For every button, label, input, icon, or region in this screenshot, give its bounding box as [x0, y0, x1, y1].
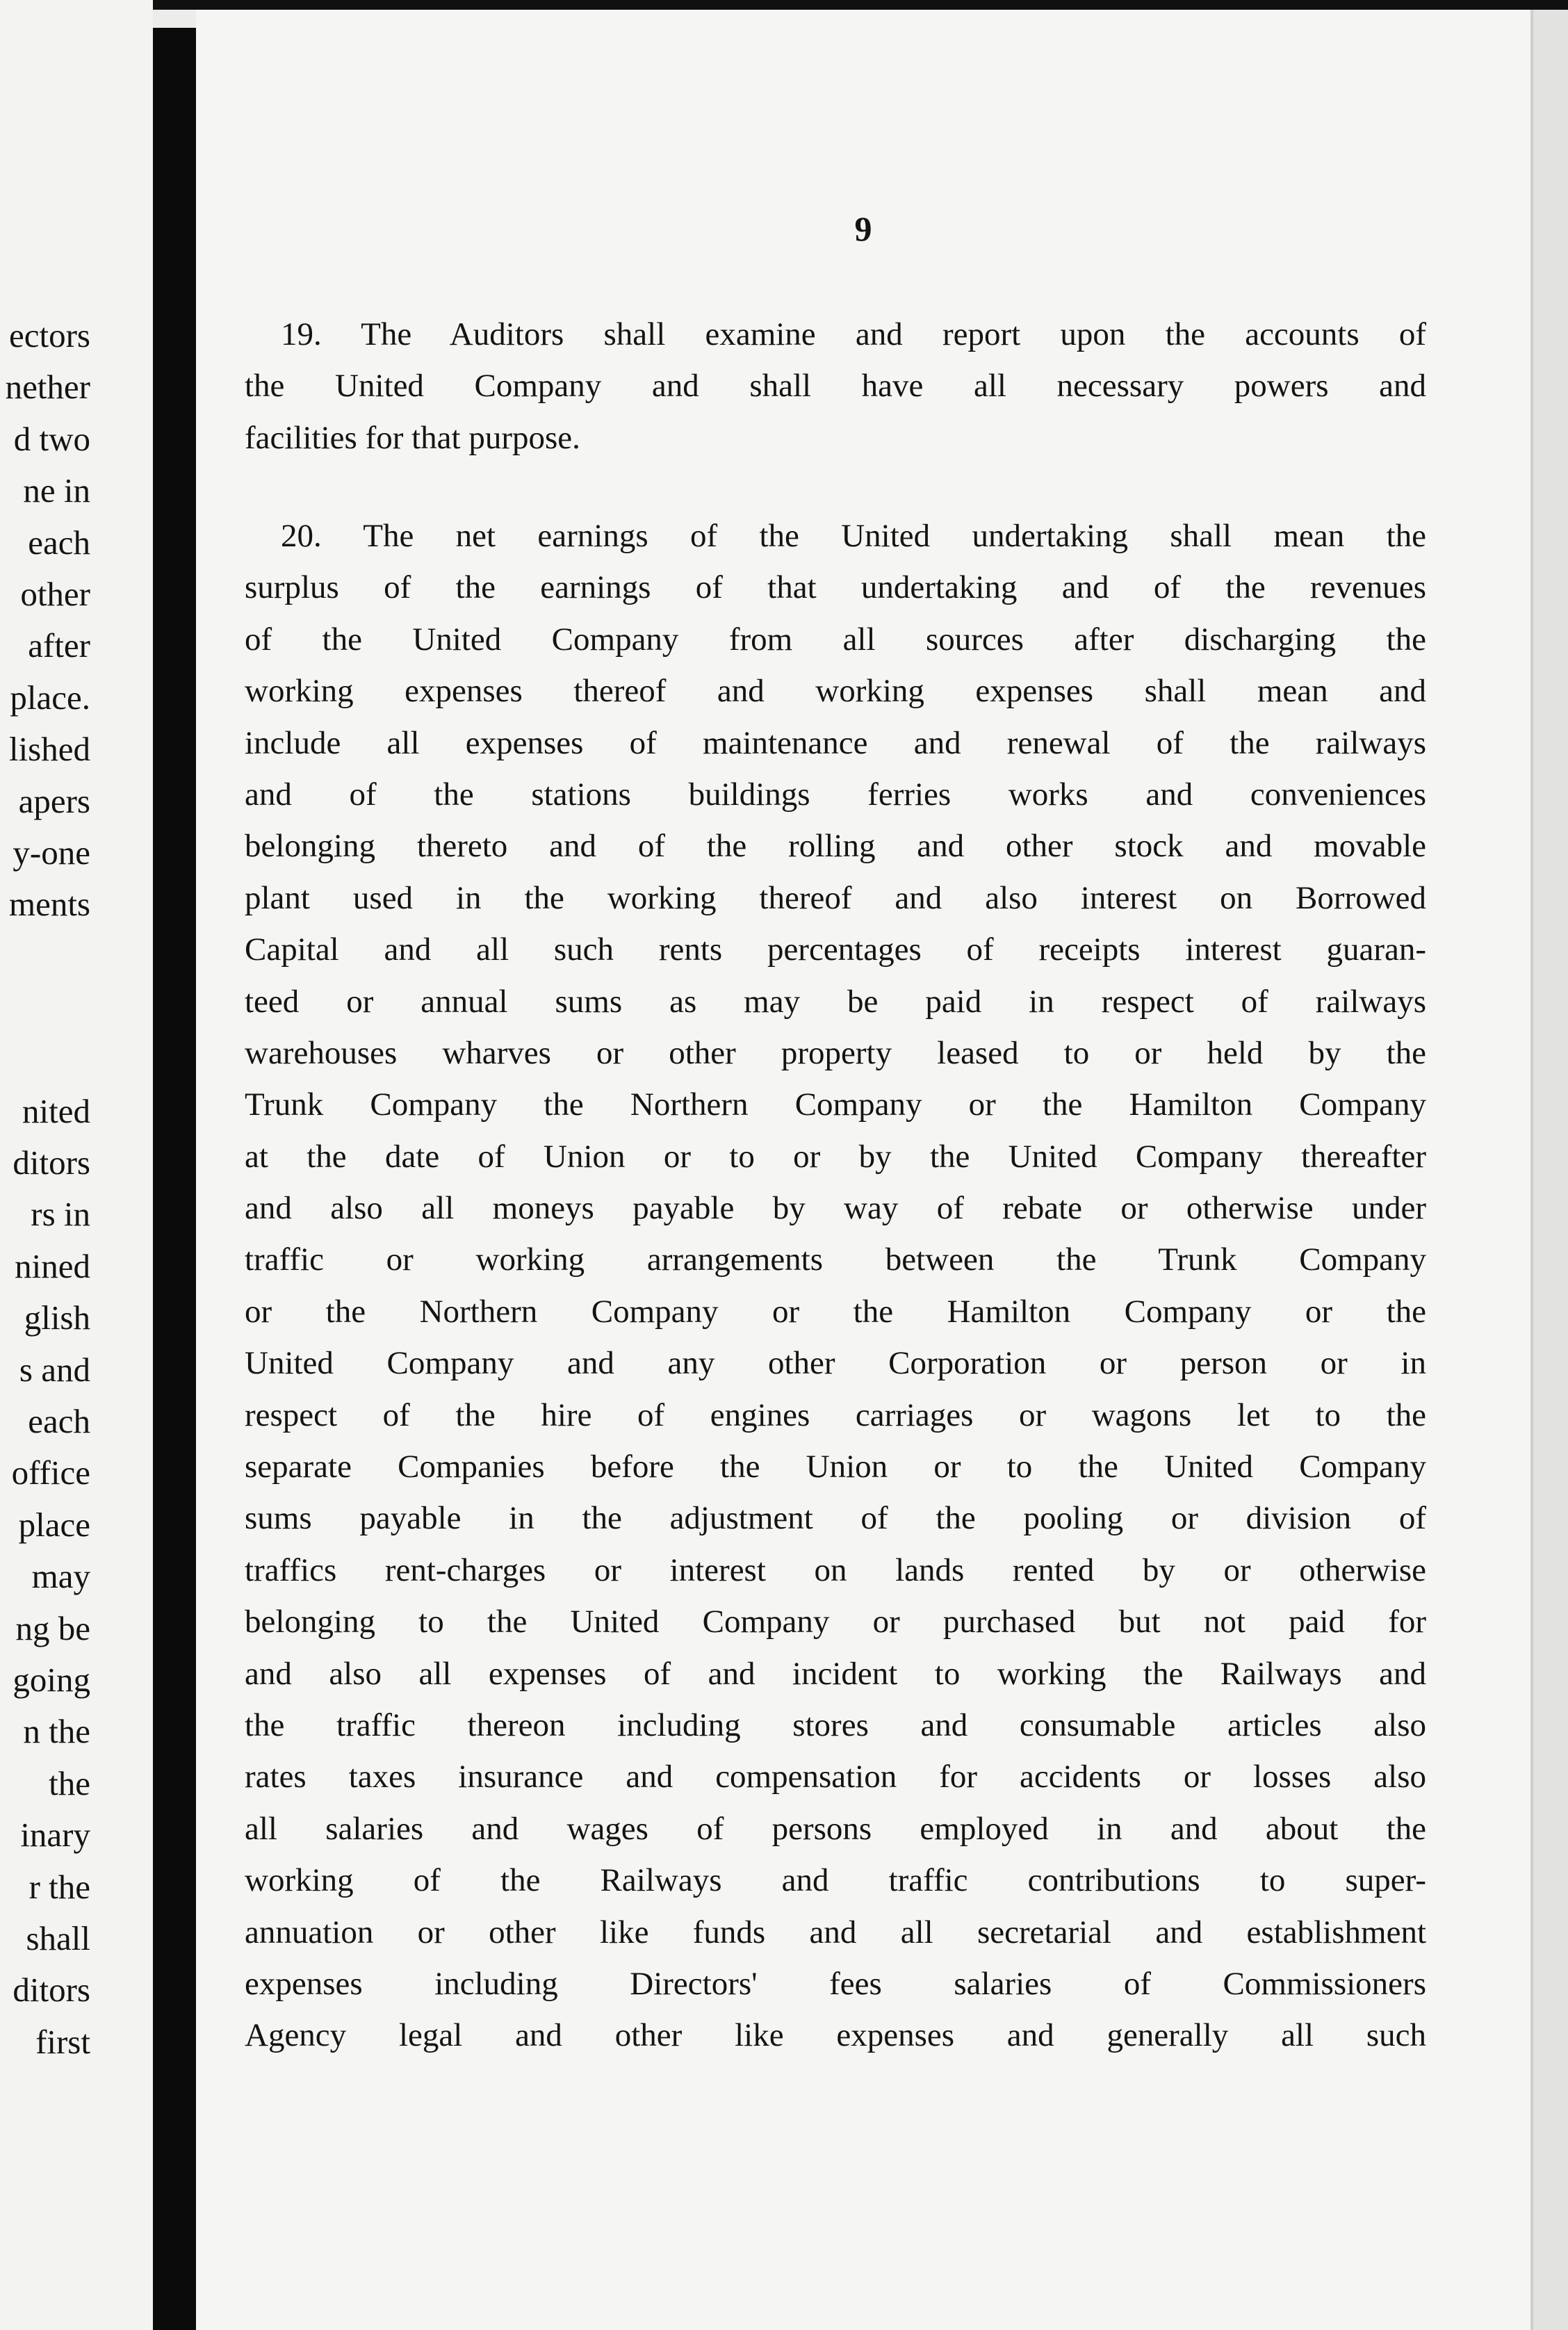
left-page-line: ments: [8, 885, 90, 924]
left-page-line: each: [28, 1402, 90, 1441]
page-number: 9: [854, 209, 872, 248]
left-page-line: lished: [8, 730, 90, 769]
left-page-line: apers: [18, 781, 90, 820]
text-line: the traffic thereon including stores and consumable articles also: [245, 1706, 1426, 1743]
left-page-line: other: [20, 574, 90, 613]
text-line: working expenses thereof and working expenses shall mean and: [245, 673, 1426, 710]
left-page-line: first: [35, 2022, 90, 2061]
left-page-line: inary: [20, 1816, 90, 1855]
left-page-line: y-one: [13, 833, 90, 872]
left-page-line: ditors: [13, 1143, 90, 1182]
left-page-line: may: [31, 1557, 90, 1596]
left-page-line: d two: [13, 419, 90, 458]
text-line: sums payable in the adjustment of the pooling or division of: [245, 1500, 1426, 1537]
left-page-line: after: [28, 626, 90, 665]
left-page-line: place: [18, 1505, 90, 1544]
left-page-line: ne in: [23, 471, 90, 510]
text-line: plant used in the working thereof and also interest on Borrowed: [245, 879, 1426, 916]
left-page-line: ditors: [13, 1971, 90, 2010]
left-page-line: each: [28, 523, 90, 562]
text-line: Capital and all such rents percentages of receipts interest guaran-: [245, 931, 1426, 968]
left-page-line: place.: [10, 678, 90, 717]
left-page-line: the: [49, 1763, 90, 1802]
text-line: expenses including Directors' fees salaries of Commissioners: [245, 1965, 1426, 2002]
left-page-line: nined: [15, 1246, 90, 1285]
text-line: United Company and any other Corporation or person or in: [245, 1345, 1426, 1382]
text-line: at the date of Union or to or by the United Company thereafter: [245, 1138, 1426, 1175]
text-line: the United Company and shall have all necessary powers and: [245, 368, 1426, 405]
text-line: warehouses wharves or other property leased to or held by the: [245, 1034, 1426, 1071]
main-page: [196, 10, 1530, 2330]
text-line: include all expenses of maintenance and renewal of the railways: [245, 724, 1426, 761]
left-facing-page: [0, 0, 153, 2330]
text-line: rates taxes insurance and compensation for accidents or losses also: [245, 1759, 1426, 1795]
left-page-text: [0, 310, 90, 2068]
text-line: working of the Railways and traffic contributions to super-: [245, 1862, 1426, 1899]
text-line: traffics rent-charges or interest on lands rented by or otherwise: [245, 1551, 1426, 1588]
left-page-line: s and: [19, 1350, 90, 1389]
section-20: [245, 510, 1426, 2062]
text-line: belonging thereto and of the rolling and other stock and movable: [245, 828, 1426, 865]
binding-gutter: [153, 28, 196, 2330]
left-page-line: ng be: [15, 1608, 90, 1647]
text-line: surplus of the earnings of that undertaking and of the revenues: [245, 569, 1426, 606]
text-line: or the Northern Company or the Hamilton Company or the: [245, 1293, 1426, 1330]
page-top-edge: [0, 0, 1568, 10]
text-line: separate Companies before the Union or to the United Company: [245, 1449, 1426, 1485]
text-line: Trunk Company the Northern Company or the Hamilton Company: [245, 1086, 1426, 1123]
left-page-line: r the: [28, 1867, 90, 1906]
text-line: annuation or other like funds and all secretarial and establishment: [245, 1914, 1426, 1950]
text-line: respect of the hire of engines carriages or wagons let to the: [245, 1396, 1426, 1433]
text-line: Agency legal and other like expenses and generally all such: [245, 2017, 1426, 2054]
left-page-line: nited: [22, 1091, 90, 1130]
left-page-line: n the: [23, 1712, 90, 1751]
text-line: facilities for that purpose.: [245, 419, 580, 456]
left-page-line: office: [11, 1453, 90, 1492]
text-line: all salaries and wages of persons employed in and about the: [245, 1810, 1426, 1847]
text-line: belonging to the United Company or purchased but not paid for: [245, 1604, 1426, 1640]
text-line: traffic or working arrangements between the Trunk Company: [245, 1241, 1426, 1278]
left-page-line: ectors: [9, 316, 90, 355]
page-right-edge: [1530, 10, 1568, 2330]
text-line: teed or annual sums as may be paid in respect of railways: [245, 983, 1426, 1020]
left-page-gap: [0, 931, 90, 1086]
left-page-line: going: [13, 1660, 90, 1699]
left-page-line: shall: [26, 1918, 90, 1957]
text-line: and also all moneys payable by way of rebate or otherwise under: [245, 1190, 1426, 1227]
text-line: and also all expenses of and incident to working the Railways and: [245, 1655, 1426, 1692]
left-page-line: glish: [24, 1298, 90, 1337]
left-page-line: rs in: [31, 1195, 90, 1234]
text-line: and of the stations buildings ferries works and conveniences: [245, 776, 1426, 813]
text-line: 19. The Auditors shall examine and report upon the accounts of: [281, 316, 1426, 352]
text-line: 20. The net earnings of the United undertaking shall mean the: [281, 518, 1426, 554]
left-page-line: nether: [5, 368, 90, 407]
text-line: of the United Company from all sources after discharging the: [245, 621, 1426, 658]
section-19: [245, 309, 1426, 464]
